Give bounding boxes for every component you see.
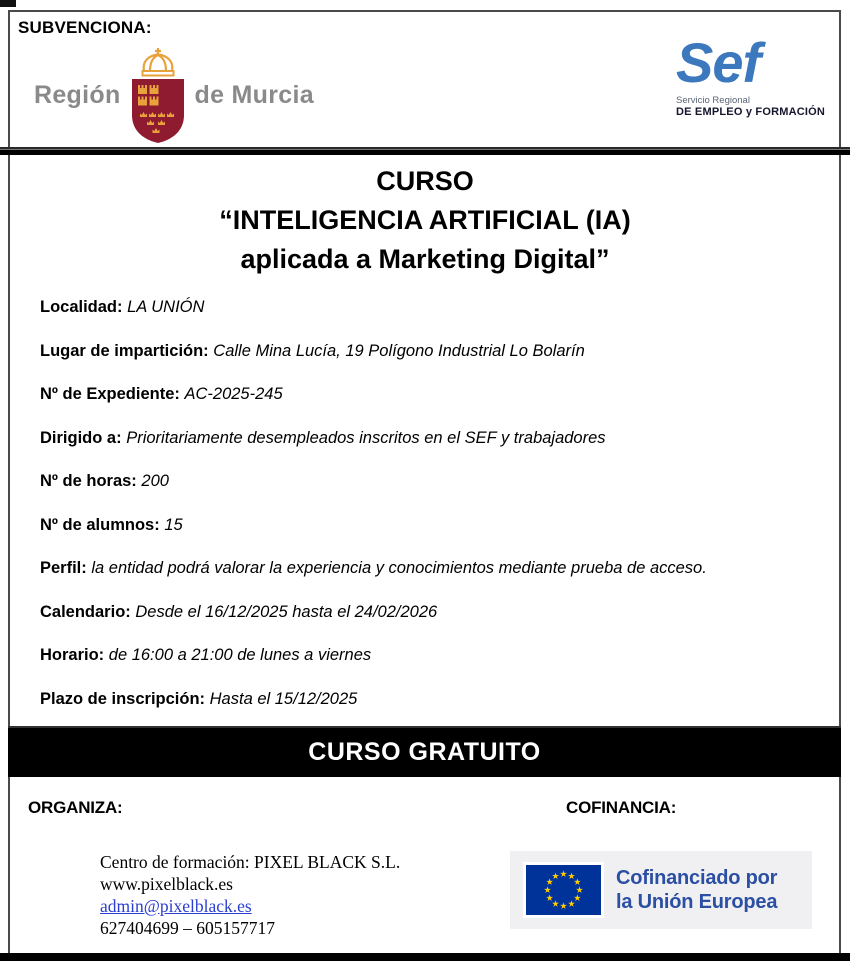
banner-text: CURSO GRATUITO [308,738,541,766]
course-details [40,299,820,734]
detail-row-horas [40,473,820,490]
region-murcia-logo [34,46,314,144]
detail-label: Lugar de impartición: [40,341,209,360]
murcia-shield-icon [131,46,185,144]
detail-value: LA UNIÓN [127,298,205,316]
contact-center-line: Centro de formación: PIXEL BLACK S.L. [100,852,401,872]
eu-text-line-1: Cofinanciado por [616,867,778,889]
detail-label: Nº de alumnos: [40,515,160,534]
detail-label: Plazo de inscripción: [40,689,206,708]
bottom-divider [0,953,850,961]
detail-row-horario [40,647,820,664]
title-line-3: aplicada a Marketing Digital” [240,244,610,274]
detail-row-localidad [40,299,820,316]
detail-value: Hasta el 15/12/2025 [209,689,358,708]
detail-value: de 16:00 a 21:00 de lunes a viernes [108,646,372,664]
title-line-1: CURSO [376,166,474,196]
contact-block [100,851,400,939]
crown-icon [142,48,173,76]
detail-row-plazo [40,691,820,708]
detail-label: Horario: [40,646,105,664]
subvenciona-label: SUBVENCIONA: [18,18,152,37]
sef-wordmark: Sef [676,31,761,94]
organiza-label: ORGANIZA: [28,798,123,817]
detail-row-alumnos [40,517,820,534]
detail-value: Calle Mina Lucía, 19 Polígono Industrial Lo Bolarín [213,341,585,360]
detail-row-dirigido [40,430,820,447]
detail-label: Localidad: [40,298,123,316]
detail-value: 200 [141,472,169,490]
detail-value: 15 [164,515,183,534]
corner-mark [0,0,16,7]
detail-label: Dirigido a: [40,428,122,447]
header-divider [0,147,850,155]
title-line-2: “INTELIGENCIA ARTIFICIAL (IA) [219,205,631,235]
detail-row-lugar [40,343,820,360]
eu-flag-icon [523,862,604,918]
detail-row-perfil [40,560,820,577]
murcia-logo-right-text: de Murcia [194,80,314,109]
contact-website: www.pixelblack.es [100,874,233,894]
contact-email-link[interactable]: admin@pixelblack.es [100,896,252,916]
course-title [0,162,850,279]
detail-label: Nº de Expediente: [40,385,180,403]
detail-value: AC-2025-245 [184,385,283,403]
eu-cofinance-text [616,866,777,914]
detail-value: la entidad podrá valorar la experiencia y conocimientos mediante prueba de acceso. [91,559,707,577]
detail-label: Nº de horas: [40,472,137,490]
eu-text-line-2: la Unión Europea [616,891,778,913]
detail-label: Calendario: [40,602,131,621]
sef-subtitle-2: DE EMPLEO y FORMACIÓN [676,106,826,118]
detail-label: Perfil: [40,559,87,577]
eu-cofinance-box [510,851,812,929]
curso-gratuito-banner [8,726,841,777]
cofinancia-label: COFINANCIA: [566,798,677,817]
sef-logo [676,31,826,118]
contact-phones: 627404699 – 605157717 [100,918,275,938]
detail-value: Desde el 16/12/2025 hasta el 24/02/2026 [135,602,438,621]
detail-value: Prioritariamente desempleados inscritos en el SEF y trabajadores [126,428,606,447]
detail-row-expediente [40,386,820,403]
sef-subtitle-1: Servicio Regional [676,95,750,106]
detail-row-calendario [40,604,820,621]
murcia-logo-left-text: Región [34,80,121,109]
